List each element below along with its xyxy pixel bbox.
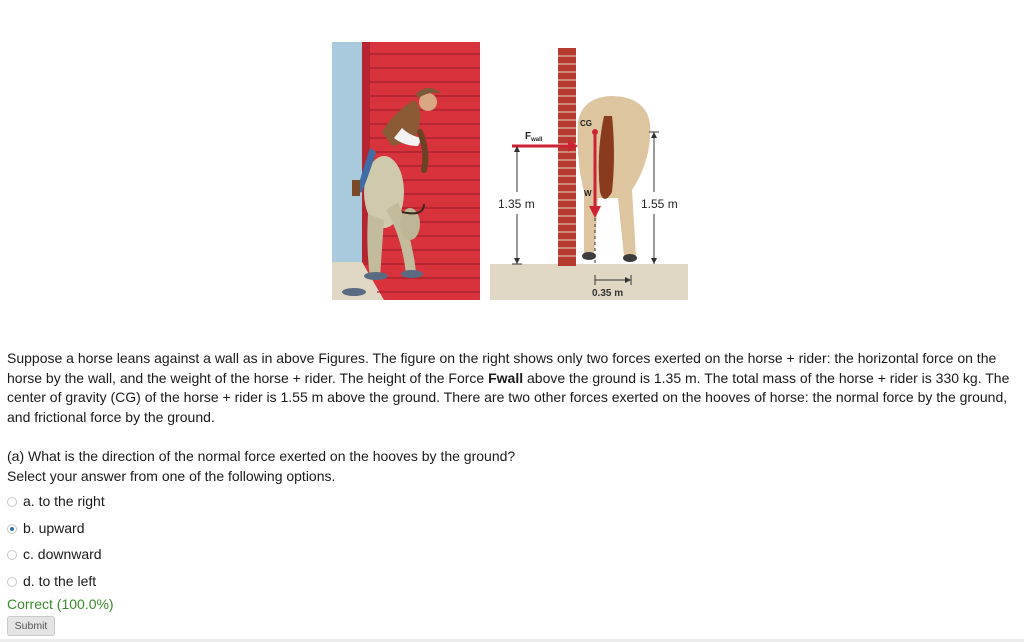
force-label: $F_{wall}$ [525, 131, 543, 143]
force-diagram [490, 48, 688, 300]
radio-button[interactable] [7, 550, 17, 560]
question-text-bold: Fwall [488, 369, 524, 386]
cg-label: CG [580, 119, 592, 128]
submit-button[interactable]: Submit [7, 616, 55, 636]
height-cg-label: 1.55 m [641, 197, 678, 211]
horse-wall-illustration [332, 42, 688, 302]
answer-options [7, 488, 105, 594]
radio-button-selected[interactable] [7, 524, 17, 534]
feedback-correct: Correct (100.0%) [7, 596, 114, 612]
horizontal-distance-label: 0.35 m [592, 288, 624, 299]
question-text-part1: Suppose a horse leans against a wall as in above Figures. The figure on the right shows only two forces exerted on the horse + rider: the horizontal force on the horse by the wall, and the weight of the horse + rider. The height of the Force [7, 350, 997, 386]
question-text [7, 349, 1017, 427]
weight-label: W [584, 189, 592, 198]
option-b[interactable] [7, 515, 105, 542]
horse-rider-picture [332, 42, 480, 300]
option-label: d. to the left [23, 572, 97, 589]
prompt-line-2: Select your answer from one of the following options. [7, 467, 336, 484]
prompt-line-1: (a) What is the direction of the normal force exerted on the hooves by the ground? [7, 448, 516, 464]
radio-button[interactable] [7, 497, 17, 507]
option-d[interactable] [7, 568, 105, 595]
option-c[interactable] [7, 541, 105, 568]
option-label: b. upward [23, 519, 85, 536]
question-prompt [7, 447, 515, 486]
height-wall-label: 1.35 m [498, 197, 535, 211]
figure [332, 42, 688, 302]
radio-button[interactable] [7, 577, 17, 587]
option-label: a. to the right [23, 493, 105, 510]
option-label: c. downward [23, 546, 102, 563]
option-a[interactable] [7, 488, 105, 515]
question-text-part2: above the ground is 1.35 m. The total mass of the horse + rider is 330 kg. The center of gravity (CG) of the horse + rider is 1.55 m above the ground. There are two other forces exerted on the hooves of horse: the normal force by the ground, and frictional force by the ground. [7, 369, 1010, 425]
